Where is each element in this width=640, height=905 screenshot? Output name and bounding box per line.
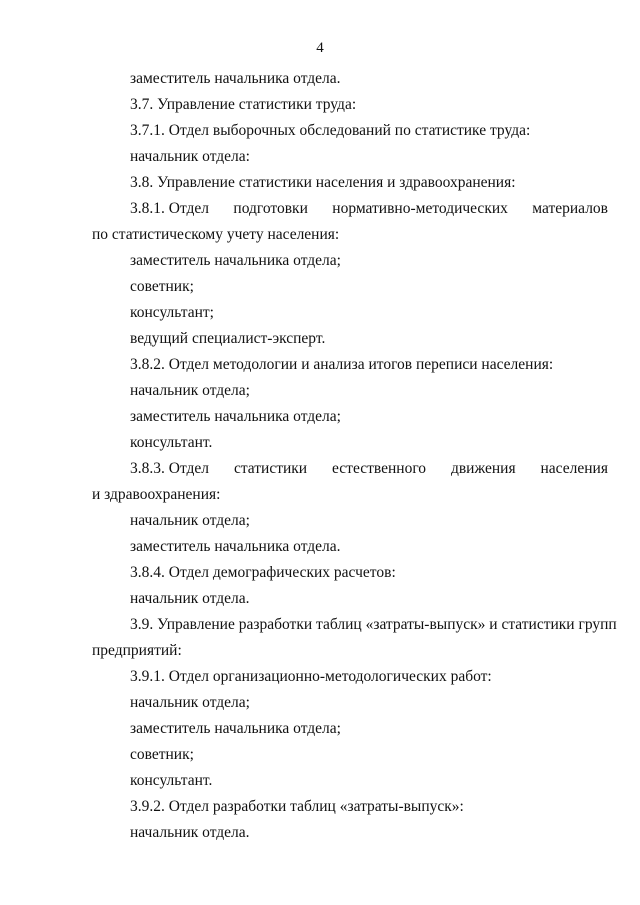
text-line: начальник отдела.	[130, 824, 250, 841]
text-line: начальник отдела.	[130, 590, 250, 607]
text-line: консультант.	[130, 434, 213, 451]
text-line: по статистическому учету населения:	[92, 226, 340, 243]
text-line: начальник отдела;	[130, 512, 250, 529]
word: подготовки	[233, 200, 308, 217]
word: 3.8.3. Отдел	[130, 460, 210, 477]
text-line: советник;	[130, 278, 194, 295]
subsection-heading: 3.7.1. Отдел выборочных обследований по статистике труда:	[130, 122, 531, 139]
text-line: заместитель начальника отдела;	[130, 408, 341, 425]
section-heading: 3.9. Управление разработки таблиц «затраты-выпуск» и статистики групп	[130, 616, 617, 633]
justified-line	[130, 460, 608, 478]
subsection-heading: 3.9.2. Отдел разработки таблиц «затраты-выпуск»:	[130, 798, 464, 815]
text-line: заместитель начальника отдела.	[130, 70, 341, 87]
text-line: и здравоохранения:	[92, 486, 221, 503]
text-line: консультант.	[130, 772, 213, 789]
subsection-heading: 3.8.4. Отдел демографических расчетов:	[130, 564, 396, 581]
word: материалов	[532, 200, 608, 217]
section-heading: 3.7. Управление статистики труда:	[130, 96, 357, 113]
subsection-heading: 3.8.2. Отдел методологии и анализа итогов переписи населения:	[130, 356, 554, 373]
word: населения	[540, 460, 608, 477]
section-heading: 3.8. Управление статистики населения и здравоохранения:	[130, 174, 516, 191]
word: статистики	[233, 460, 308, 477]
word: движения	[450, 460, 516, 477]
text-line: начальник отдела;	[130, 694, 250, 711]
text-line: начальник отдела;	[130, 382, 250, 399]
text-line: ведущий специалист-эксперт.	[130, 330, 326, 347]
text-line: советник;	[130, 746, 194, 763]
text-line: предприятий:	[92, 642, 182, 659]
text-line: начальник отдела:	[130, 148, 250, 165]
subsection-heading: 3.9.1. Отдел организационно-методологических работ:	[130, 668, 492, 685]
text-line: заместитель начальника отдела.	[130, 538, 341, 555]
text-line: заместитель начальника отдела;	[130, 720, 341, 737]
word: 3.8.1. Отдел	[130, 200, 210, 217]
text-line: консультант;	[130, 304, 214, 321]
justified-line	[130, 200, 608, 218]
word: нормативно-методических	[332, 200, 508, 217]
page-number: 4	[316, 40, 324, 56]
word: естественного	[332, 460, 427, 477]
text-line: заместитель начальника отдела;	[130, 252, 341, 269]
